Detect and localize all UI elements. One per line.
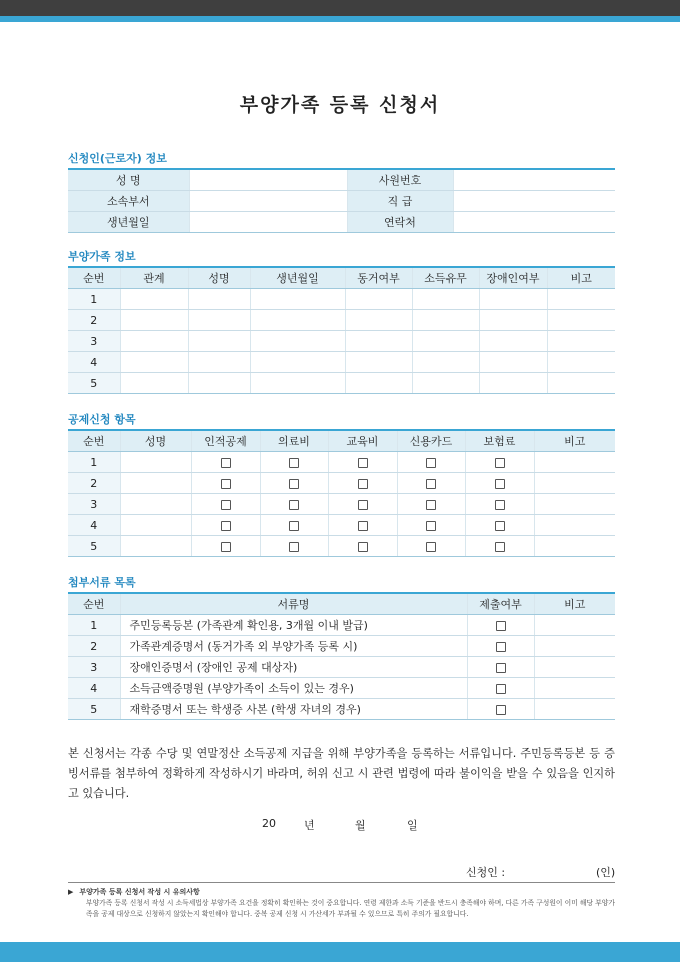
cell-remarks[interactable] xyxy=(547,310,615,331)
triangle-marker-icon: ▶ xyxy=(68,888,74,896)
cell-birthdate[interactable] xyxy=(250,331,345,352)
table-row xyxy=(68,615,615,636)
label-contact: 연락처 xyxy=(347,212,453,233)
cell-submitted xyxy=(467,699,534,720)
table-row xyxy=(68,536,615,557)
row-number: 1 xyxy=(68,289,120,310)
cell-relation[interactable] xyxy=(120,310,188,331)
cell-remarks[interactable] xyxy=(547,289,615,310)
cell-disability[interactable] xyxy=(479,373,547,394)
checkbox[interactable] xyxy=(221,521,231,531)
applicant-row xyxy=(68,169,615,191)
date-month-label: 월 xyxy=(355,819,366,832)
table-header xyxy=(68,267,615,289)
document-name: 가족관계증명서 (동거가족 외 부양가족 등록 시) xyxy=(120,636,467,657)
cell-disability[interactable] xyxy=(479,289,547,310)
checkbox[interactable] xyxy=(358,458,368,468)
col-header: 신용카드 xyxy=(397,430,465,452)
col-header: 관계 xyxy=(120,267,188,289)
col-header: 성명 xyxy=(188,267,250,289)
checkbox[interactable] xyxy=(496,705,506,715)
cell-remarks[interactable] xyxy=(534,678,615,699)
row-number: 4 xyxy=(68,678,120,699)
employee-id-field[interactable] xyxy=(453,169,615,191)
document-name: 재학증명서 또는 학생증 사본 (학생 자녀의 경우) xyxy=(120,699,467,720)
table-row xyxy=(68,289,615,310)
row-number: 2 xyxy=(68,310,120,331)
cell-relation[interactable] xyxy=(120,289,188,310)
top-dark-bar xyxy=(0,0,680,16)
top-accent-stripe xyxy=(0,16,680,22)
seal-label: (인) xyxy=(596,866,616,879)
checkbox[interactable] xyxy=(496,642,506,652)
col-header: 제출여부 xyxy=(467,593,534,615)
cell-name[interactable] xyxy=(120,536,191,557)
checkbox[interactable] xyxy=(495,500,505,510)
label-department: 소속부서 xyxy=(68,191,189,212)
department-field[interactable] xyxy=(189,191,347,212)
cell-education xyxy=(328,494,397,515)
checkbox[interactable] xyxy=(358,542,368,552)
row-number: 4 xyxy=(68,352,120,373)
cell-birthdate[interactable] xyxy=(250,289,345,310)
cell-insurance xyxy=(465,515,534,536)
cell-insurance xyxy=(465,473,534,494)
document-name: 소득금액증명원 (부양가족이 소득이 있는 경우) xyxy=(120,678,467,699)
signature-label: 신청인 : xyxy=(466,866,506,879)
cell-cohabit[interactable] xyxy=(345,289,412,310)
cell-remarks[interactable] xyxy=(547,331,615,352)
birthdate-field[interactable] xyxy=(189,212,347,233)
cell-personal xyxy=(191,494,260,515)
col-header: 소득유무 xyxy=(412,267,479,289)
cell-birthdate[interactable] xyxy=(250,352,345,373)
cell-remarks[interactable] xyxy=(534,515,615,536)
cell-credit-card xyxy=(397,494,465,515)
dependents-table xyxy=(68,266,615,394)
table-row xyxy=(68,636,615,657)
checkbox[interactable] xyxy=(496,621,506,631)
notice-title: 부양가족 등록 신청서 작성 시 유의사항 xyxy=(79,888,200,896)
cell-remarks[interactable] xyxy=(534,536,615,557)
cell-medical xyxy=(260,494,328,515)
table-row xyxy=(68,494,615,515)
cell-insurance xyxy=(465,494,534,515)
col-header: 순번 xyxy=(68,593,120,615)
cell-remarks[interactable] xyxy=(547,373,615,394)
col-header: 교육비 xyxy=(328,430,397,452)
cell-income[interactable] xyxy=(412,289,479,310)
col-header: 보험료 xyxy=(465,430,534,452)
position-field[interactable] xyxy=(453,191,615,212)
row-number: 3 xyxy=(68,657,120,678)
row-number: 5 xyxy=(68,373,120,394)
checkbox[interactable] xyxy=(221,479,231,489)
checkbox[interactable] xyxy=(496,684,506,694)
cell-credit-card xyxy=(397,452,465,473)
cell-education xyxy=(328,473,397,494)
checkbox[interactable] xyxy=(221,500,231,510)
cell-cohabit[interactable] xyxy=(345,373,412,394)
table-row xyxy=(68,331,615,352)
checkbox[interactable] xyxy=(495,542,505,552)
checkbox[interactable] xyxy=(221,542,231,552)
cell-disability[interactable] xyxy=(479,331,547,352)
contact-field[interactable] xyxy=(453,212,615,233)
bottom-accent-bar xyxy=(0,942,680,962)
date-year-prefix: 20 xyxy=(262,817,276,830)
cell-name[interactable] xyxy=(120,473,191,494)
cell-disability[interactable] xyxy=(479,352,547,373)
cell-income[interactable] xyxy=(412,331,479,352)
row-number: 1 xyxy=(68,615,120,636)
cell-insurance xyxy=(465,452,534,473)
section-title-applicant: 신청인(근로자) 정보 xyxy=(68,152,167,165)
table-row xyxy=(68,473,615,494)
cell-education xyxy=(328,515,397,536)
cell-submitted xyxy=(467,615,534,636)
cell-birthdate[interactable] xyxy=(250,310,345,331)
notice-title-line xyxy=(68,887,615,897)
table-row xyxy=(68,452,615,473)
row-number: 3 xyxy=(68,331,120,352)
label-birthdate: 생년월일 xyxy=(68,212,189,233)
cell-name[interactable] xyxy=(120,452,191,473)
col-header: 성명 xyxy=(120,430,191,452)
applicant-info-table xyxy=(68,168,615,233)
cell-cohabit[interactable] xyxy=(345,352,412,373)
row-number: 4 xyxy=(68,515,120,536)
applicant-row xyxy=(68,212,615,233)
cell-relation[interactable] xyxy=(120,373,188,394)
checkbox[interactable] xyxy=(426,500,436,510)
row-number: 3 xyxy=(68,494,120,515)
section-title-attachments: 첨부서류 목록 xyxy=(68,576,136,589)
section-title-dependents: 부양가족 정보 xyxy=(68,250,136,263)
col-header: 비고 xyxy=(534,593,615,615)
table-row xyxy=(68,678,615,699)
cell-personal xyxy=(191,473,260,494)
cell-remarks[interactable] xyxy=(534,615,615,636)
table-row xyxy=(68,657,615,678)
cell-remarks[interactable] xyxy=(534,452,615,473)
cell-name[interactable] xyxy=(188,310,250,331)
checkbox[interactable] xyxy=(495,521,505,531)
cell-medical xyxy=(260,536,328,557)
row-number: 1 xyxy=(68,452,120,473)
row-number: 2 xyxy=(68,636,120,657)
cell-name[interactable] xyxy=(188,373,250,394)
cell-education xyxy=(328,536,397,557)
page-title: 부양가족 등록 신청서 xyxy=(239,94,441,116)
cell-income[interactable] xyxy=(412,310,479,331)
col-header: 동거여부 xyxy=(345,267,412,289)
cell-remarks[interactable] xyxy=(534,494,615,515)
checkbox[interactable] xyxy=(358,500,368,510)
table-row xyxy=(68,373,615,394)
cell-education xyxy=(328,452,397,473)
cell-birthdate[interactable] xyxy=(250,373,345,394)
cell-credit-card xyxy=(397,536,465,557)
checkbox[interactable] xyxy=(495,479,505,489)
table-row xyxy=(68,699,615,720)
checkbox[interactable] xyxy=(289,500,299,510)
cell-medical xyxy=(260,473,328,494)
deductions-table xyxy=(68,429,615,557)
col-header: 순번 xyxy=(68,267,120,289)
name-field[interactable] xyxy=(189,169,347,191)
date-day-label: 일 xyxy=(407,819,418,832)
label-name: 성 명 xyxy=(68,169,189,191)
checkbox[interactable] xyxy=(358,479,368,489)
table-row xyxy=(68,352,615,373)
checkbox[interactable] xyxy=(495,458,505,468)
cell-cohabit[interactable] xyxy=(345,331,412,352)
label-employee-id: 사원번호 xyxy=(347,169,453,191)
cell-remarks[interactable] xyxy=(547,352,615,373)
table-header xyxy=(68,430,615,452)
notice-box xyxy=(68,882,615,920)
cell-personal xyxy=(191,515,260,536)
document-name: 장애인증명서 (장애인 공제 대상자) xyxy=(120,657,467,678)
cell-remarks[interactable] xyxy=(534,657,615,678)
cell-relation[interactable] xyxy=(120,352,188,373)
cell-name[interactable] xyxy=(188,331,250,352)
cell-medical xyxy=(260,452,328,473)
cell-name[interactable] xyxy=(120,515,191,536)
checkbox[interactable] xyxy=(358,521,368,531)
applicant-row xyxy=(68,191,615,212)
cell-personal xyxy=(191,452,260,473)
row-number: 5 xyxy=(68,536,120,557)
date-year-label: 년 xyxy=(304,819,315,832)
cell-credit-card xyxy=(397,515,465,536)
table-header xyxy=(68,593,615,615)
cell-submitted xyxy=(467,678,534,699)
cell-submitted xyxy=(467,657,534,678)
section-title-deductions: 공제신청 항목 xyxy=(68,413,136,426)
row-number: 5 xyxy=(68,699,120,720)
notice-body: 부양가족 등록 신청서 작성 시 소득세법상 부양가족 요건을 정확히 확인하는 것이 중요합니다. 연령 제한과 소득 기준을 반드시 충족해야 하며, 다른 가족 구성원이 이미 해당 부양가족을 공제 대상으로 신청하지 않았는지 확인해야 합니다. 중복 공제 신청 시 가산세가 부과될 수 있으므로 특히 주의가 필요합니다. xyxy=(86,899,615,918)
label-position: 직 급 xyxy=(347,191,453,212)
col-header: 의료비 xyxy=(260,430,328,452)
cell-name[interactable] xyxy=(188,289,250,310)
checkbox[interactable] xyxy=(221,458,231,468)
col-header: 장애인여부 xyxy=(479,267,547,289)
cell-submitted xyxy=(467,636,534,657)
cell-insurance xyxy=(465,536,534,557)
checkbox[interactable] xyxy=(426,542,436,552)
cell-cohabit[interactable] xyxy=(345,310,412,331)
statement-paragraph: 본 신청서는 각종 수당 및 연말정산 소득공제 지급을 위해 부양가족을 등록하는 서류입니다. 주민등록등본 등 증빙서류를 첨부하여 정확하게 작성하시기 바라며, 허위 신고 시 관련 법령에 따라 불이익을 받을 수 있음을 인지하고 있습니다. xyxy=(68,747,615,800)
cell-medical xyxy=(260,515,328,536)
cell-remarks[interactable] xyxy=(534,473,615,494)
col-header: 인적공제 xyxy=(191,430,260,452)
cell-personal xyxy=(191,536,260,557)
cell-name[interactable] xyxy=(120,494,191,515)
col-header: 순번 xyxy=(68,430,120,452)
cell-income[interactable] xyxy=(412,352,479,373)
col-header: 비고 xyxy=(547,267,615,289)
cell-income[interactable] xyxy=(412,373,479,394)
attachments-table xyxy=(68,592,615,720)
checkbox[interactable] xyxy=(496,663,506,673)
checkbox[interactable] xyxy=(426,521,436,531)
checkbox[interactable] xyxy=(289,521,299,531)
cell-disability[interactable] xyxy=(479,310,547,331)
cell-credit-card xyxy=(397,473,465,494)
checkbox[interactable] xyxy=(289,542,299,552)
table-row xyxy=(68,515,615,536)
col-header: 서류명 xyxy=(120,593,467,615)
col-header: 생년월일 xyxy=(250,267,345,289)
document-name: 주민등록등본 (가족관계 확인용, 3개월 이내 발급) xyxy=(120,615,467,636)
col-header: 비고 xyxy=(534,430,615,452)
row-number: 2 xyxy=(68,473,120,494)
cell-remarks[interactable] xyxy=(534,636,615,657)
table-row xyxy=(68,310,615,331)
checkbox[interactable] xyxy=(426,458,436,468)
checkbox[interactable] xyxy=(289,458,299,468)
cell-name[interactable] xyxy=(188,352,250,373)
cell-relation[interactable] xyxy=(120,331,188,352)
checkbox[interactable] xyxy=(289,479,299,489)
cell-remarks[interactable] xyxy=(534,699,615,720)
checkbox[interactable] xyxy=(426,479,436,489)
